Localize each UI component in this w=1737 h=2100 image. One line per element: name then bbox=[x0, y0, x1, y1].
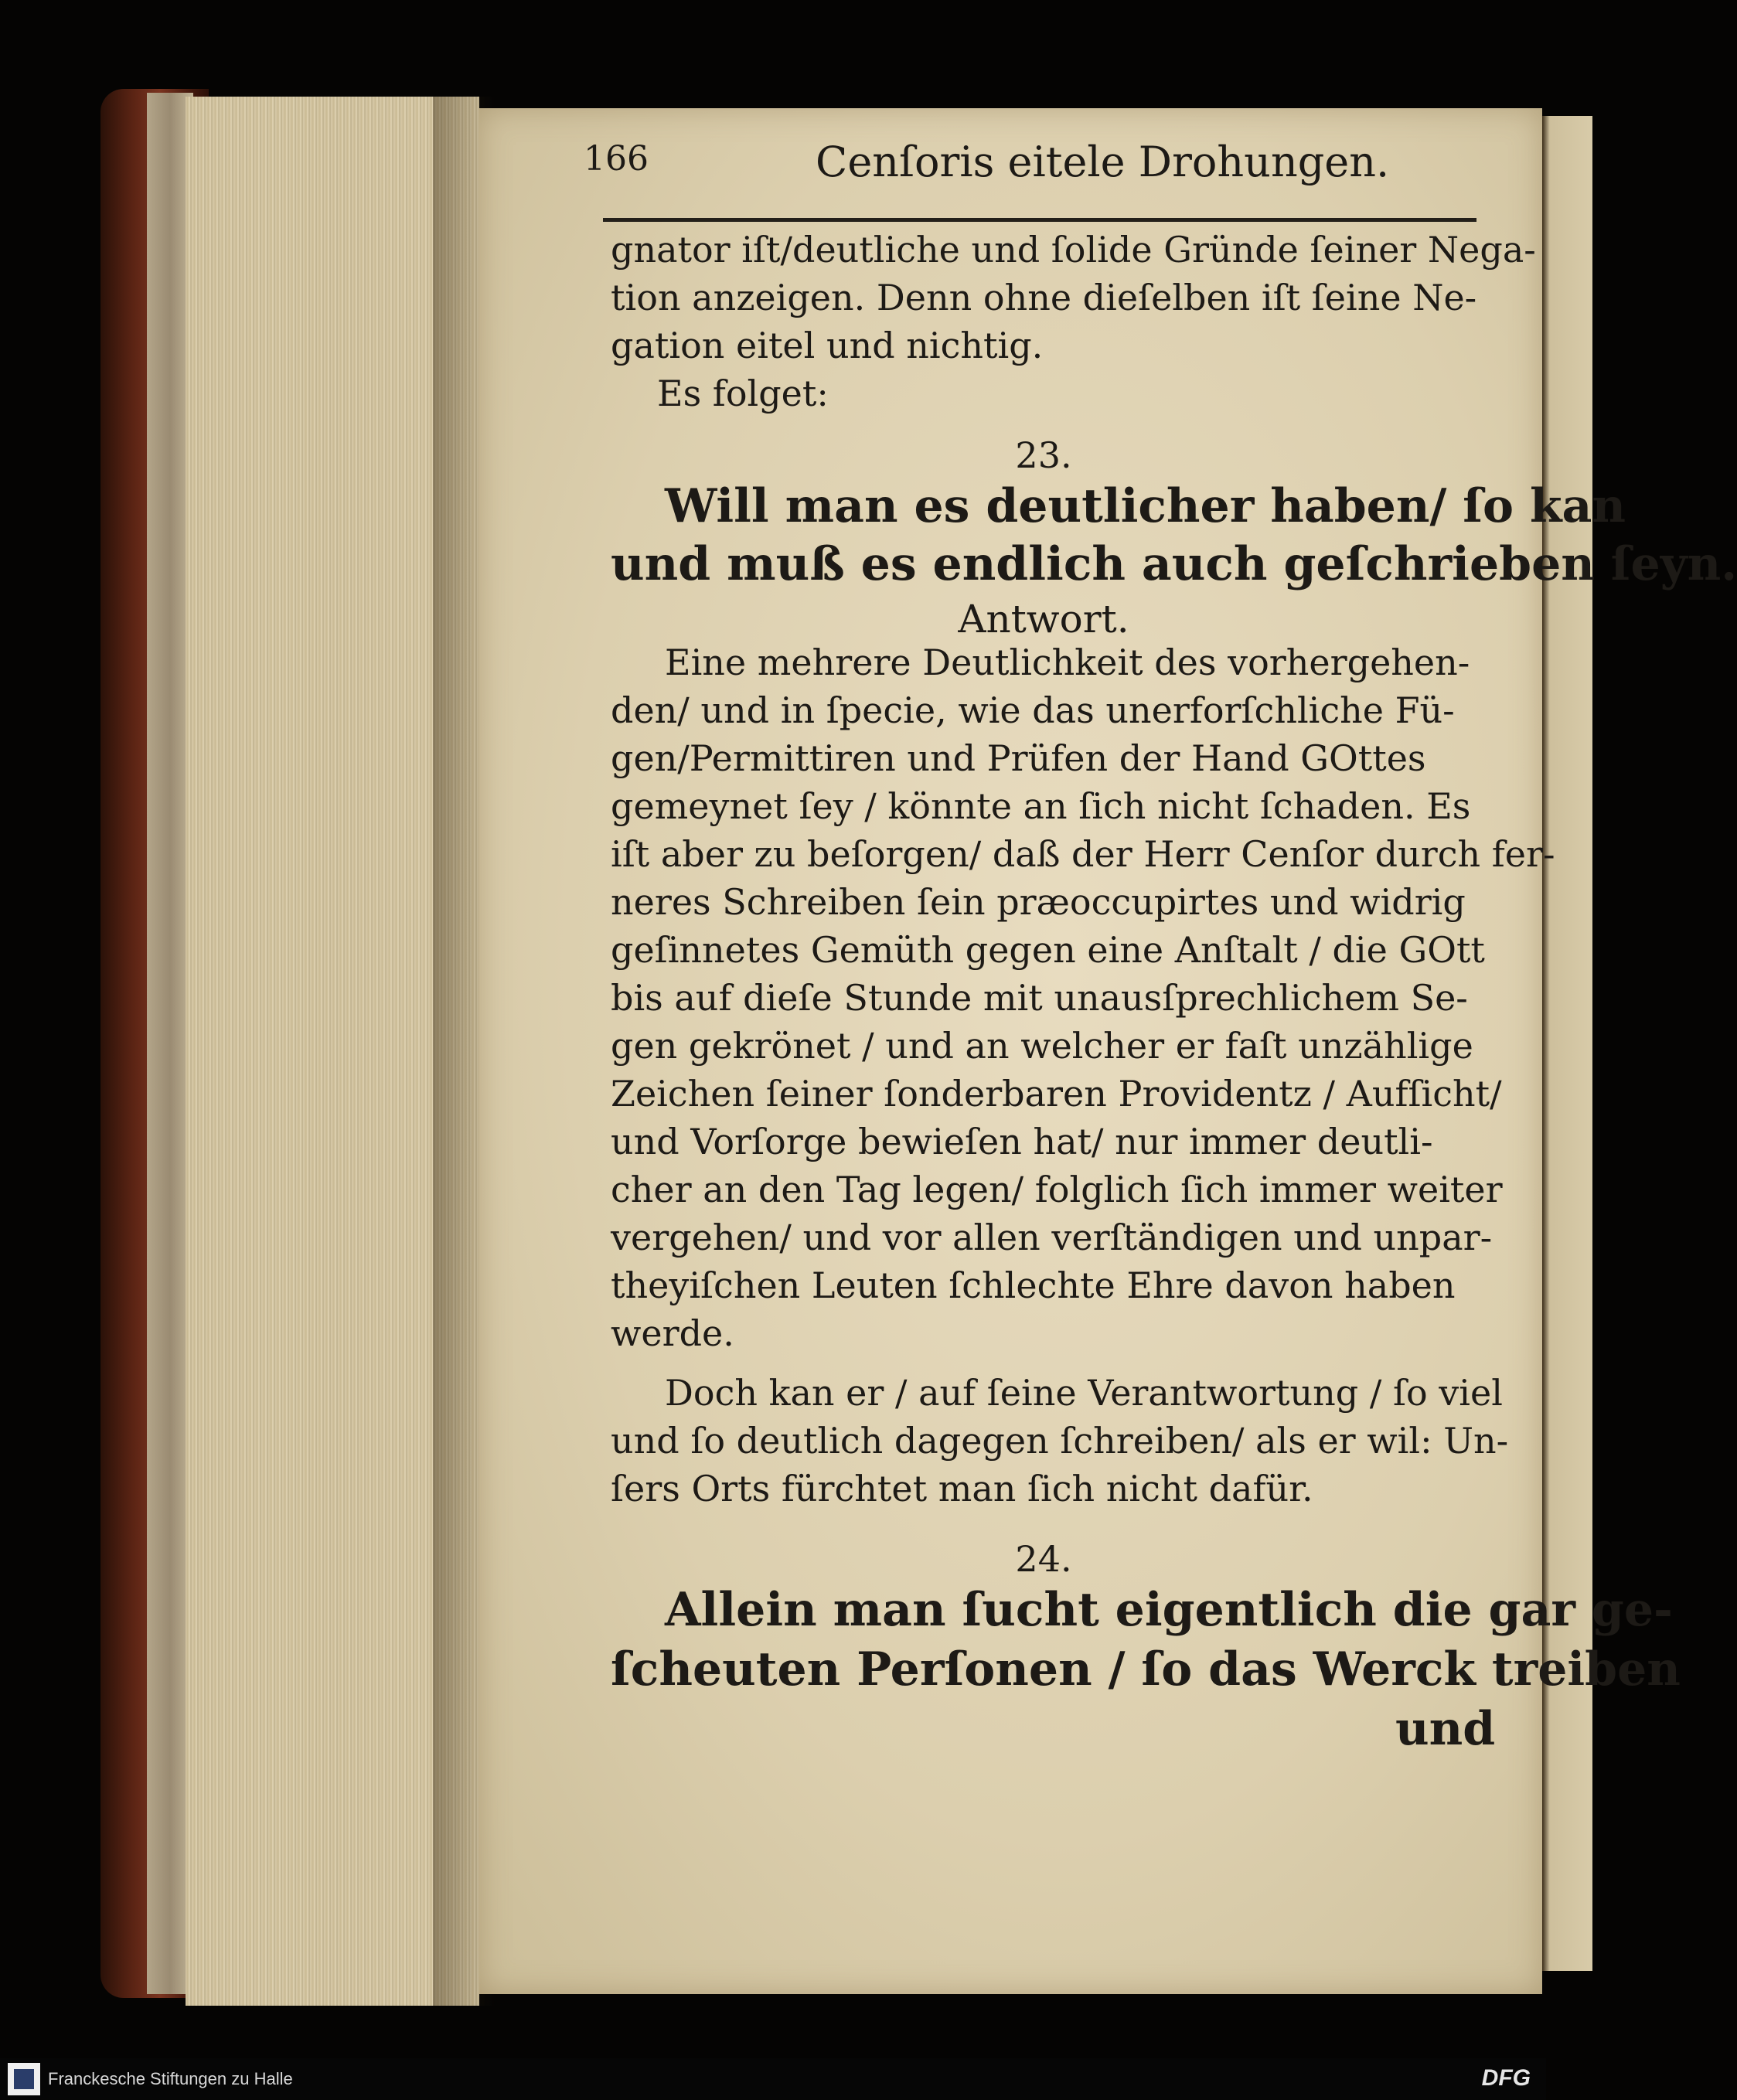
text-line: gen/Permittiren und Prüfen der Hand GOttes bbox=[611, 737, 1426, 779]
text-line: Zeichen ſeiner ſonderbaren Providentz / Aufſicht/ bbox=[611, 1073, 1502, 1115]
running-title: Cenſoris eitele Drohungen. bbox=[816, 138, 1390, 186]
section-heading: Allein man ſucht eigentlich die gar ge- bbox=[665, 1583, 1673, 1637]
text-line: und Vorſorge bewieſen hat/ nur immer deutli- bbox=[611, 1121, 1433, 1162]
text-line: geſinnetes Gemüth gegen eine Anſtalt / die GOtt bbox=[611, 929, 1485, 971]
institution-logo-icon bbox=[8, 2063, 40, 2095]
section-number: 24. bbox=[1015, 1538, 1072, 1580]
page-number: 166 bbox=[584, 139, 649, 179]
text-line: bis auf dieſe Stunde mit unausſprechlichem Se- bbox=[611, 977, 1468, 1019]
text-line: neres Schreiben ſein præoccupirtes und widrig bbox=[611, 881, 1466, 923]
section-heading: ſcheuten Perſonen / ſo das Werck treiben bbox=[611, 1642, 1681, 1697]
section-heading: Will man es deutlicher haben/ ſo kan bbox=[665, 479, 1626, 533]
text-line: gnator iſt/deutliche und ſolide Gründe ſeiner Nega- bbox=[611, 229, 1536, 271]
institution-label: Franckesche Stiftungen zu Halle bbox=[48, 2069, 293, 2088]
text-line: iſt aber zu beſorgen/ daß der Herr Cenſor durch fer- bbox=[611, 833, 1555, 875]
text-line: gation eitel und nichtig. bbox=[611, 325, 1044, 366]
text-line: ſers Orts fürchtet man ſich nicht dafür. bbox=[611, 1468, 1313, 1509]
text-line: werde. bbox=[611, 1312, 734, 1354]
text-line: gemeynet ſey / könnte an ſich nicht ſchaden. Es bbox=[611, 785, 1471, 827]
section-number: 23. bbox=[1015, 434, 1072, 476]
text-line: tion anzeigen. Denn ohne dieſelben iſt ſeine Ne- bbox=[611, 277, 1477, 318]
text-line: cher an den Tag legen/ folglich ſich immer weiter bbox=[611, 1169, 1503, 1210]
text-line: und ſo deutlich dagegen ſchreiben/ als er wil: Un- bbox=[611, 1420, 1509, 1462]
catchword: und bbox=[1395, 1702, 1496, 1756]
text-line: theyiſchen Leuten ſchlechte Ehre davon haben bbox=[611, 1264, 1456, 1306]
text-line: vergehen/ und vor allen verſtändigen und unpar- bbox=[611, 1217, 1493, 1258]
text-line: Es folget: bbox=[657, 373, 829, 414]
section-heading: und muß es endlich auch geſchrieben ſeyn. bbox=[611, 537, 1737, 591]
text-line: Eine mehrere Deutlichkeit des vorhergehen- bbox=[665, 642, 1470, 683]
text-line: gen gekrönet / und an welcher er faſt unzählige bbox=[611, 1025, 1473, 1067]
text-line: Doch kan er / auf ſeine Verantwortung / ſo viel bbox=[665, 1372, 1503, 1414]
dfg-logo: DFG bbox=[1481, 2065, 1531, 2091]
answer-label: Antwort. bbox=[958, 597, 1129, 642]
text-line: den/ und in ſpecie, wie das unerforſchliche Fü- bbox=[611, 689, 1455, 731]
header-rule bbox=[603, 218, 1476, 222]
